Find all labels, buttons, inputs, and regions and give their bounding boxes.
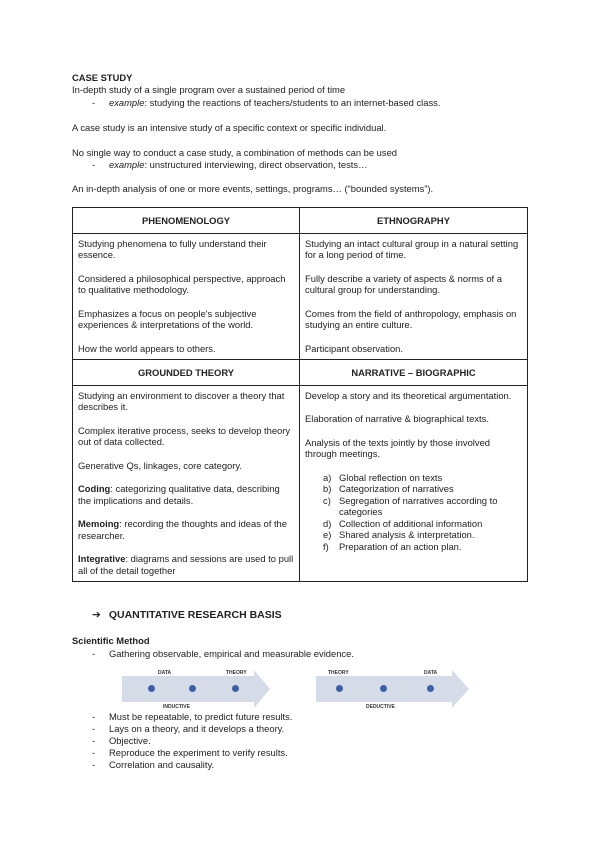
example-label: example (109, 97, 145, 108)
table-header-row (73, 360, 528, 386)
example-line-1: - example: studying the reactions of teachers/students to an internet-based class. (92, 97, 441, 108)
deductive-end-label: DATA (424, 670, 438, 676)
list-item: f) Preparation of an action plan. (323, 540, 462, 552)
grounded-coding (78, 483, 294, 506)
grounded-point: Studying an environment to discover a theory that describes it. (78, 389, 285, 412)
deductive-caption: DEDUCTIVE (366, 704, 395, 710)
header-phenomenology: PHENOMENOLOGY (73, 208, 300, 234)
inductive-end-label: THEORY (226, 670, 247, 676)
coding-term: Coding (78, 483, 111, 494)
inductive-dot (232, 685, 239, 692)
narrative-steps-list (305, 472, 522, 553)
inductive-arrow-shape (122, 668, 272, 712)
quantitative-heading (92, 609, 282, 621)
narrative-cell (300, 385, 528, 582)
list-item: b) Categorization of narratives (323, 483, 454, 494)
case-study-methods: No single way to conduct a case study, a combination of methods can be used (72, 147, 398, 158)
memoing-term: Memoing (78, 518, 120, 529)
list-item: - Lays on a theory, and it develops a theory. (92, 723, 285, 734)
deductive-diagram (316, 668, 471, 712)
case-study-definition: In-depth study of a single program over a sustained period of time (72, 84, 346, 95)
list-item: - Correlation and causality. (92, 759, 215, 770)
list-item: a) Global reflection on texts (323, 471, 443, 483)
phenomenology-point: Considered a philosophical perspective, approach to qualitative methodology. (78, 272, 286, 295)
grounded-theory-cell (73, 385, 300, 582)
list-item: d) Collection of additional information (323, 517, 483, 529)
inductive-dot (189, 685, 196, 692)
qualitative-methods-table (72, 207, 528, 582)
arrow-right-icon: ➔ (92, 609, 101, 621)
example-label: example (109, 159, 145, 170)
grounded-integrative (78, 553, 294, 576)
list-item: c) Segregation of narratives according to categories (323, 494, 498, 517)
gathering-line: - Gathering observable, empirical and measurable evidence. (92, 648, 354, 659)
phenomenology-point: How the world appears to others. (78, 342, 216, 354)
integrative-term: Integrative (78, 553, 126, 564)
table-row (73, 233, 528, 360)
integrative-text: : diagrams and sessions are used to pull all of the detail together (78, 553, 294, 576)
deductive-dot (380, 685, 387, 692)
phenomenology-cell (73, 233, 300, 360)
example-text: : studying the reactions of teachers/students to an internet-based class. (144, 97, 441, 108)
table-header-row (73, 208, 528, 234)
deductive-start-label: THEORY (328, 670, 349, 676)
narrative-point: Develop a story and its theoretical argumentation. (305, 389, 512, 401)
memoing-text: : recording the thoughts and ideas of the researcher. (78, 518, 287, 541)
phenomenology-point: Emphasizes a focus on people's subjective experiences & interpretations of the world. (78, 307, 257, 330)
scientific-method-title: Scientific Method (72, 635, 150, 646)
grounded-point: Complex iterative process, seeks to develop theory out of data collected. (78, 424, 291, 447)
case-study-title: CASE STUDY (72, 72, 133, 83)
deductive-dot (427, 685, 434, 692)
deductive-dot (336, 685, 343, 692)
narrative-point: Elaboration of narrative & biographical texts. (305, 413, 489, 424)
table-row (73, 385, 528, 582)
list-item: e) Shared analysis & interpretation. (323, 529, 475, 540)
inductive-dot (148, 685, 155, 692)
ethnography-point: Comes from the field of anthropology, emphasis on studying an entire culture. (305, 307, 517, 330)
grounded-memoing (78, 518, 294, 541)
list-item: - Objective. (92, 735, 151, 746)
phenomenology-point: Studying phenomena to fully understand their essence. (78, 237, 267, 260)
ethnography-point: Participant observation. (305, 342, 403, 354)
coding-text: : categorizing qualitative data, describing the implications and details. (78, 483, 280, 506)
inductive-start-label: DATA (158, 670, 172, 676)
example-text: : unstructured interviewing, direct observation, tests… (144, 159, 368, 170)
ethnography-point: Fully describe a variety of aspects & norms of a cultural group for understanding. (305, 272, 502, 295)
header-narrative-biographic: NARRATIVE – BIOGRAPHIC (300, 360, 528, 386)
ethnography-cell (300, 233, 528, 360)
grounded-point: Generative Qs, linkages, core category. (78, 459, 242, 471)
header-grounded-theory: GROUNDED THEORY (73, 360, 300, 386)
ethnography-point: Studying an intact cultural group in a natural setting for a long period of time. (305, 237, 519, 260)
list-item: - Must be repeatable, to predict future results. (92, 711, 293, 722)
example-line-2: - example: unstructured interviewing, direct observation, tests… (92, 159, 368, 170)
list-item: - Reproduce the experiment to verify results. (92, 747, 288, 758)
narrative-point: Analysis of the texts jointly by those involved through meetings. (305, 436, 490, 459)
quantitative-heading-text: QUANTITATIVE RESEARCH BASIS (108, 609, 282, 621)
case-study-analysis: An in-depth analysis of one or more events, settings, programs… (“bounded systems”). (72, 183, 434, 194)
inductive-diagram (122, 668, 272, 712)
header-ethnography: ETHNOGRAPHY (300, 208, 528, 234)
inductive-caption: INDUCTIVE (163, 704, 190, 710)
case-study-intensive: A case study is an intensive study of a specific context or specific individual. (72, 122, 387, 133)
